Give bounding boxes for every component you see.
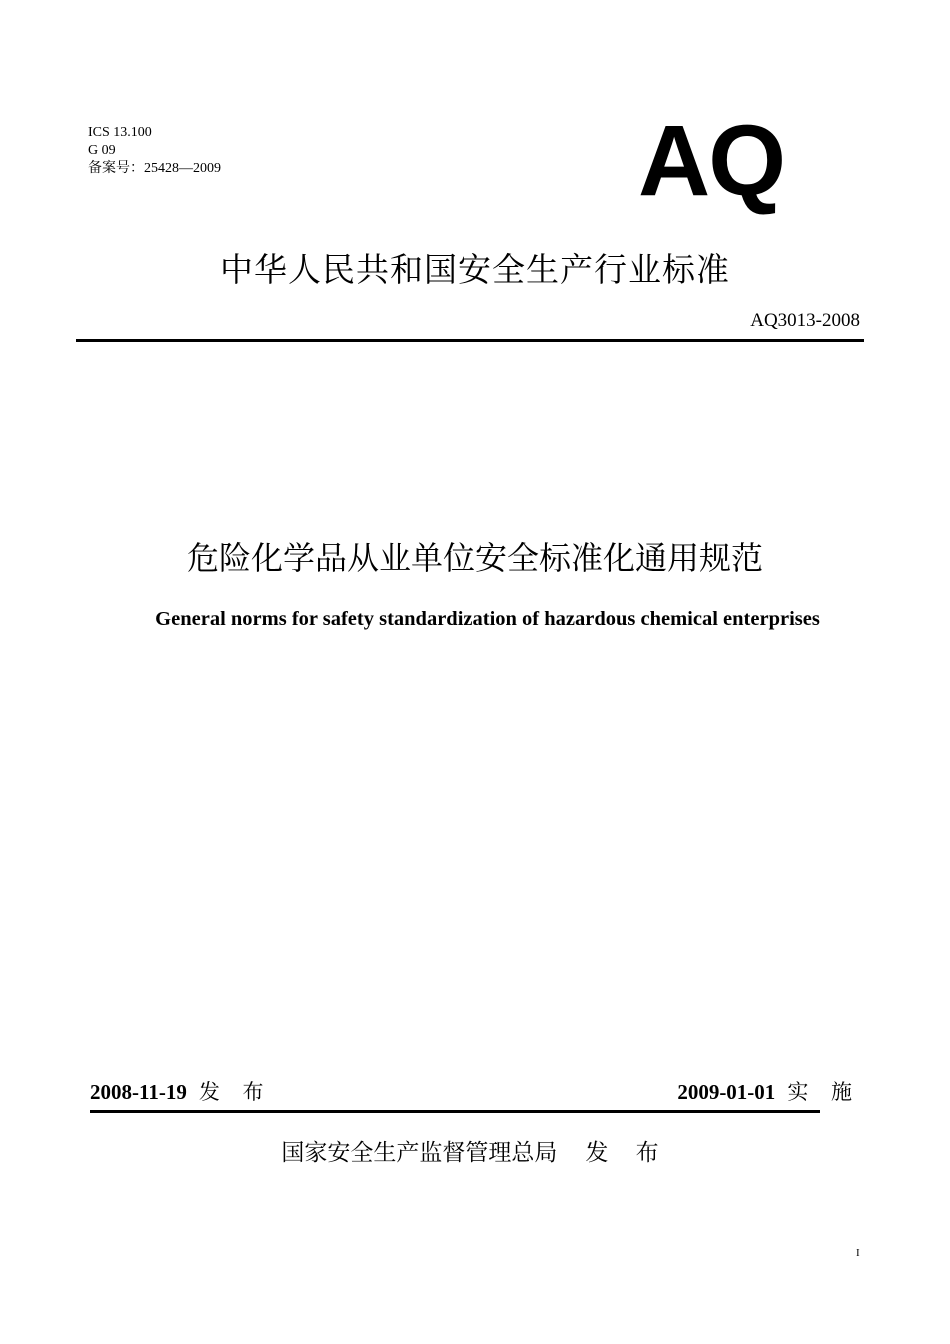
effective-action: 实 施 (787, 1080, 860, 1104)
effective-date: 2009-01-01 (677, 1080, 776, 1104)
effective-line (677, 1078, 860, 1106)
record-number: 备案号：25428—2009 (88, 161, 221, 176)
ccs-code: G 09 (88, 143, 116, 158)
footer-divider (90, 1110, 820, 1113)
classification-block (88, 124, 221, 178)
publisher-action: 发 布 (585, 1140, 669, 1166)
aq-logo: AQ (638, 105, 784, 217)
publisher-name: 国家安全生产监督管理总局 (281, 1140, 558, 1166)
document-title-cn: 危险化学品从业单位安全标准化通用规范 (186, 539, 763, 577)
header-divider (76, 339, 864, 342)
document-title-en: General norms for safety standardization of hazardous chemical enterprises (155, 608, 820, 630)
standard-number: AQ3013-2008 (750, 310, 860, 331)
ics-code: ICS 13.100 (88, 125, 152, 140)
issue-line (90, 1078, 272, 1106)
issue-date: 2008-11-19 (90, 1080, 187, 1104)
publisher-line (0, 1136, 950, 1170)
industry-standard-title: 中华人民共和国安全生产行业标准 (220, 250, 730, 289)
page-number: I (856, 1247, 860, 1259)
issue-action: 发 布 (198, 1080, 272, 1104)
